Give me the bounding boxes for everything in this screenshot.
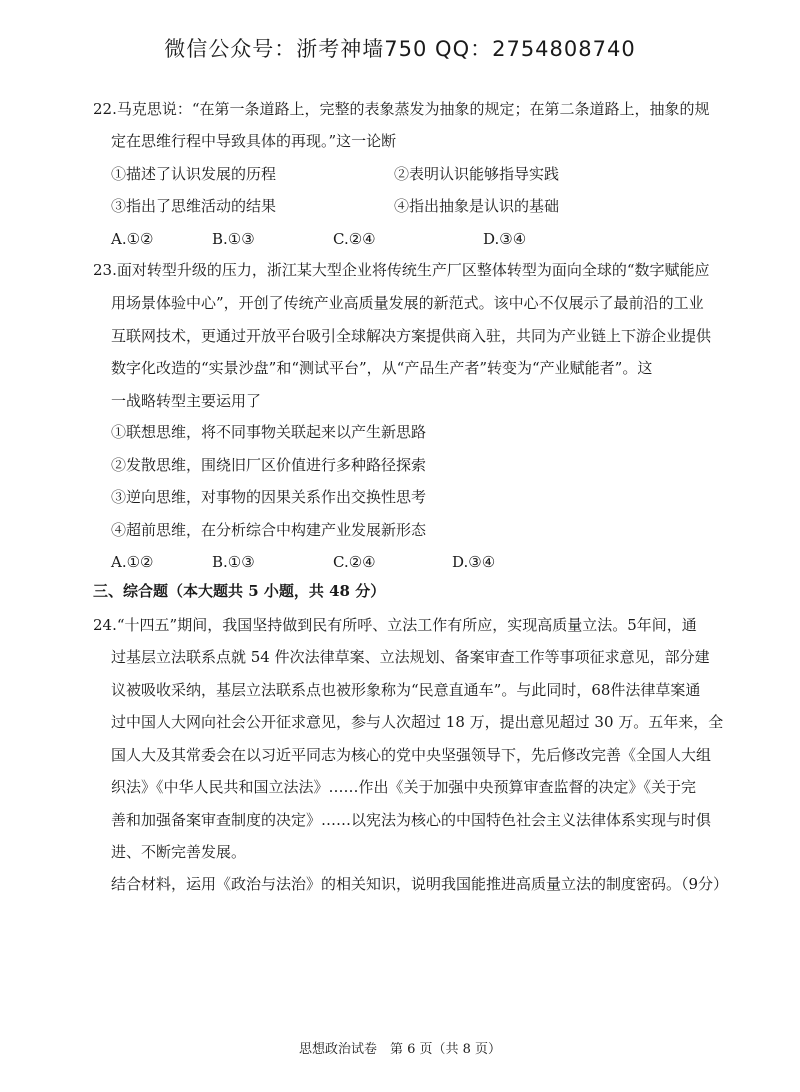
- q22-stem-line1: 22.马克思说：“在第一条道路上，完整的表象蒸发为抽象的规定；在第二条道路上，抽象的规: [93, 100, 710, 118]
- q24-material-line5: 国人大及其常委会在以习近平同志为核心的党中央坚强领导下，先后修改完善《全国人大组: [111, 746, 712, 764]
- q23-stem-line2: 用场景体验中心”，开创了传统产业高质量发展的新范式。该中心不仅展示了最前沿的工业: [111, 294, 704, 312]
- q22-choice-a: A.①②: [111, 230, 154, 248]
- q24-material-line8: 进、不断完善发展。: [111, 843, 247, 861]
- q22-choice-b: B.①③: [212, 230, 255, 248]
- q24-material-line1: 24.“十四五”期间，我国坚持做到民有所呼、立法工作有所应，实现高质量立法。5年间，通: [93, 616, 697, 634]
- q23-option-4: ④超前思维，在分析综合中构建产业发展新形态: [111, 521, 427, 539]
- q22-choice-c: C.②④: [333, 230, 376, 248]
- q22-option-3: ③指出了思维活动的结果: [111, 197, 277, 215]
- q23-option-3: ③逆向思维，对事物的因果关系作出交换性思考: [111, 488, 427, 506]
- q22-choice-d: D.③④: [483, 230, 527, 248]
- page-header: 微信公众号：浙考神墙750 QQ：2754808740: [164, 37, 636, 61]
- q23-stem-line5: 一战略转型主要运用了: [111, 392, 262, 410]
- q24-material-line6: 织法》《中华人民共和国立法法》……作出《关于加强中央预算审查监督的决定》《关于完: [111, 778, 697, 796]
- q22-option-2: ②表明认识能够指导实践: [394, 165, 560, 183]
- q22-option-1: ①描述了认识发展的历程: [111, 165, 277, 183]
- q24-prompt: 结合材料，运用《政治与法治》的相关知识，说明我国能推进高质量立法的制度密码。（9分）: [111, 875, 729, 893]
- q23-choice-d: D.③④: [452, 553, 496, 571]
- page-footer: 思想政治试卷 第 6 页（共 8 页）: [298, 1042, 502, 1057]
- q24-material-line3: 议被吸收采纳，基层立法联系点也被形象称为“民意直通车”。与此同时，68件法律草案通: [111, 681, 701, 699]
- section-title: 三、综合题（本大题共 5 小题，共 48 分）: [93, 582, 386, 600]
- q23-choice-c: C.②④: [333, 553, 376, 571]
- q23-choice-a: A.①②: [111, 553, 154, 571]
- q24-material-line7: 善和加强备案审查制度的决定》……以宪法为核心的中国特色社会主义法律体系实现与时俱: [111, 811, 712, 829]
- q24-material-line2: 过基层立法联系点就 54 件次法律草案、立法规划、备案审查工作等事项征求意见，部分建: [111, 648, 710, 666]
- q23-choice-b: B.①③: [212, 553, 255, 571]
- q23-stem-line1: 23.面对转型升级的压力，浙江某大型企业将传统生产厂区整体转型为面向全球的“数字赋能应: [93, 261, 710, 279]
- q24-material-line4: 过中国人大网向社会公开征求意见，参与人次超过 18 万，提出意见超过 30 万。五年来，全: [111, 713, 724, 731]
- q23-stem-line3: 互联网技术，更通过开放平台吸引全球解决方案提供商入驻，共同为产业链上下游企业提供: [111, 327, 712, 345]
- q22-option-4: ④指出抽象是认识的基础: [394, 197, 560, 215]
- q23-stem-line4: 数字化改造的“实景沙盘”和“测试平台”，从“产品生产者”转变为“产业赋能者”。这: [111, 359, 653, 377]
- q23-option-2: ②发散思维，围绕旧厂区价值进行多种路径探索: [111, 456, 427, 474]
- q23-option-1: ①联想思维，将不同事物关联起来以产生新思路: [111, 423, 427, 441]
- q22-stem-line2: 定在思维行程中导致具体的再现。”这一论断: [111, 132, 397, 150]
